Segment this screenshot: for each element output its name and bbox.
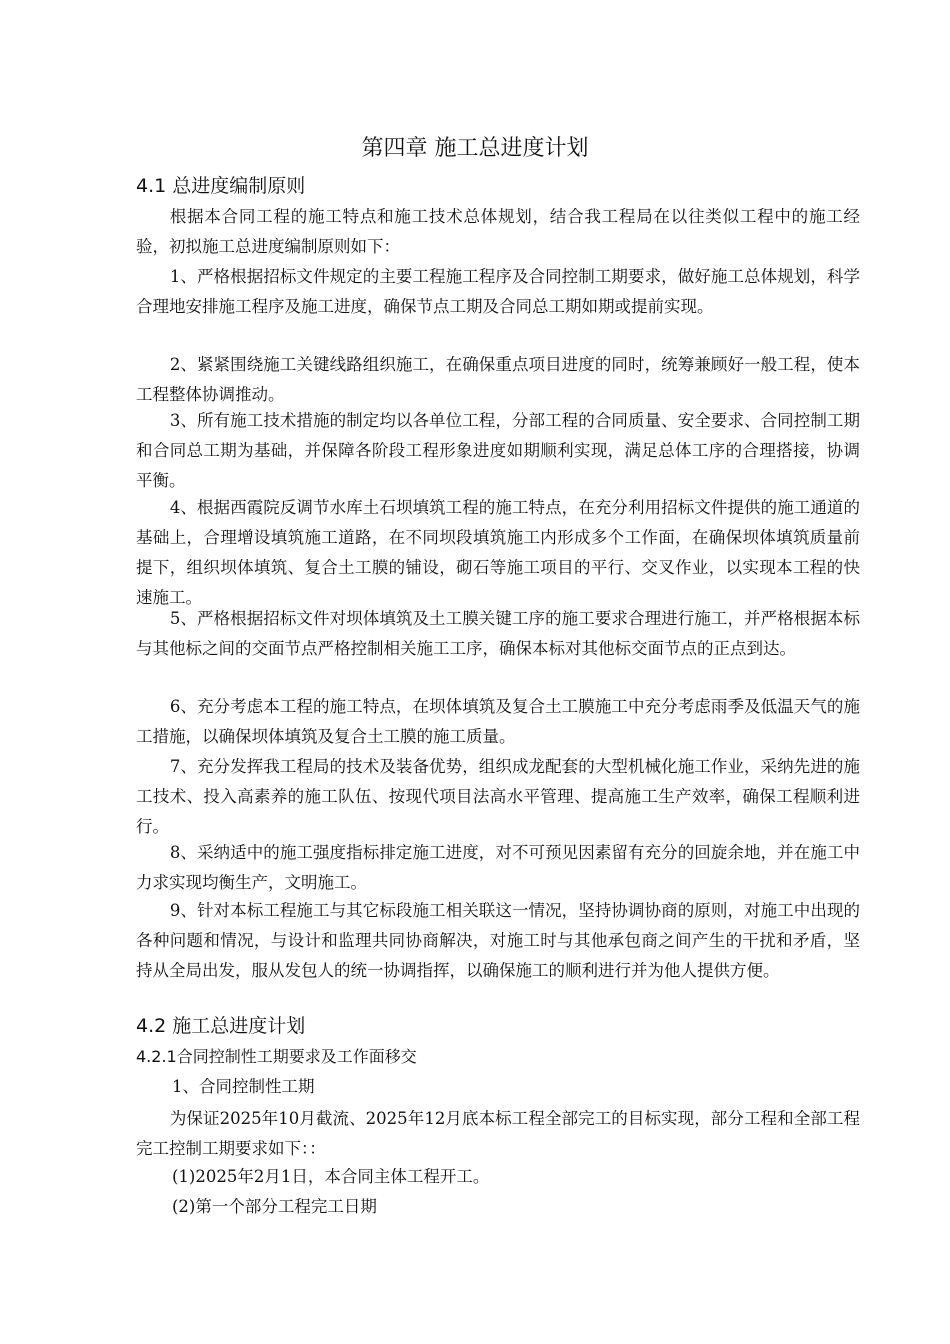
chapter-title: 第四章 施工总进度计划 [361,136,589,161]
paragraph-principle-9: 9、针对本标工程施工与其它标段施工相关联这一情况，坚持协调协商的原则，对施工中出现的各种问题和情况，与设计和监理共同协商解决，对施工时与其他承包商之间产生的干扰和矛盾，坚持从全局出发，服从发包人的统一协调指挥，以确保施工的顺利进行并为他人提供方便。 [136,901,860,980]
paragraph-principle-2: 2、紧紧围绕施工关键线路组织施工，在确保重点项目进度的同时，统筹兼顾好一般工程，使本工程整体协调推动。 [136,355,860,404]
item-contract-control-period: 1、合同控制性工期 [172,1077,315,1096]
list-item-point-2: (2)第一个部分工程完工日期 [172,1197,377,1216]
paragraph-principle-5: 5、严格根据招标文件对坝体填筑及土工膜关键工序的施工要求合理进行施工，并严格根据本标与其他标之间的交面节点严格控制相关施工工序，确保本标对其他标交面节点的正点到达。 [136,609,860,658]
list-item-point-1: (1)2025年2月1日，本合同主体工程开工。 [172,1167,490,1186]
paragraph-principle-6: 6、充分考虑本工程的施工特点，在坝体填筑及复合土工膜施工中充分考虑雨季及低温天气的施工措施，以确保坝体填筑及复合土工膜的施工质量。 [136,697,860,746]
paragraph-principle-3: 3、所有施工技术措施的制定均以各单位工程，分部工程的合同质量、安全要求、合同控制工期和合同总工期为基础，并保障各阶段工程形象进度如期顺利实现，满足总体工序的合理搭接，协调平衡。 [136,411,860,490]
paragraph-principle-8: 8、采纳适中的施工强度指标排定施工进度，对不可预见因素留有充分的回旋余地，并在施工中力求实现均衡生产，文明施工。 [136,843,860,892]
paragraph-principle-1: 1、严格根据招标文件规定的主要工程施工程序及合同控制工期要求，做好施工总体规划，科学合理地安排施工程序及施工进度，确保节点工期及合同总工期如期或提前实现。 [136,267,860,316]
paragraph-intro: 根据本合同工程的施工特点和施工技术总体规划，结合我工程局在以往类似工程中的施工经验，初拟施工总进度编制原则如下： [136,207,860,256]
subsection-heading-4-2-1: 4.2.1合同控制性工期要求及工作面移交 [136,1047,417,1066]
paragraph-principle-7: 7、充分发挥我工程局的技术及装备优势，组织成龙配套的大型机械化施工作业，采纳先进的施工技术、投入高素养的施工队伍、按现代项目法高水平管理、提高施工生产效率，确保工程顺利进行。 [136,757,860,836]
paragraph-control-period-intro: 为保证2025年10月截流、2025年12月底本标工程全部完工的目标实现，部分工程和全部工程完工控制工期要求如下：： [136,1109,860,1158]
section-heading-4-1: 4.1 总进度编制原则 [136,175,306,197]
paragraph-principle-4: 4、根据西霞院反调节水库土石坝填筑工程的施工特点，在充分利用招标文件提供的施工通道的基础上，合理增设填筑施工道路，在不同坝段填筑施工内形成多个工作面，在确保坝体填筑质量前提下，组织坝体填筑、复合土工膜的铺设，砌石等施工项目的平行、交叉作业，以实现本工程的快速施工。 [136,498,860,607]
section-heading-4-2: 4.2 施工总进度计划 [136,1015,306,1037]
